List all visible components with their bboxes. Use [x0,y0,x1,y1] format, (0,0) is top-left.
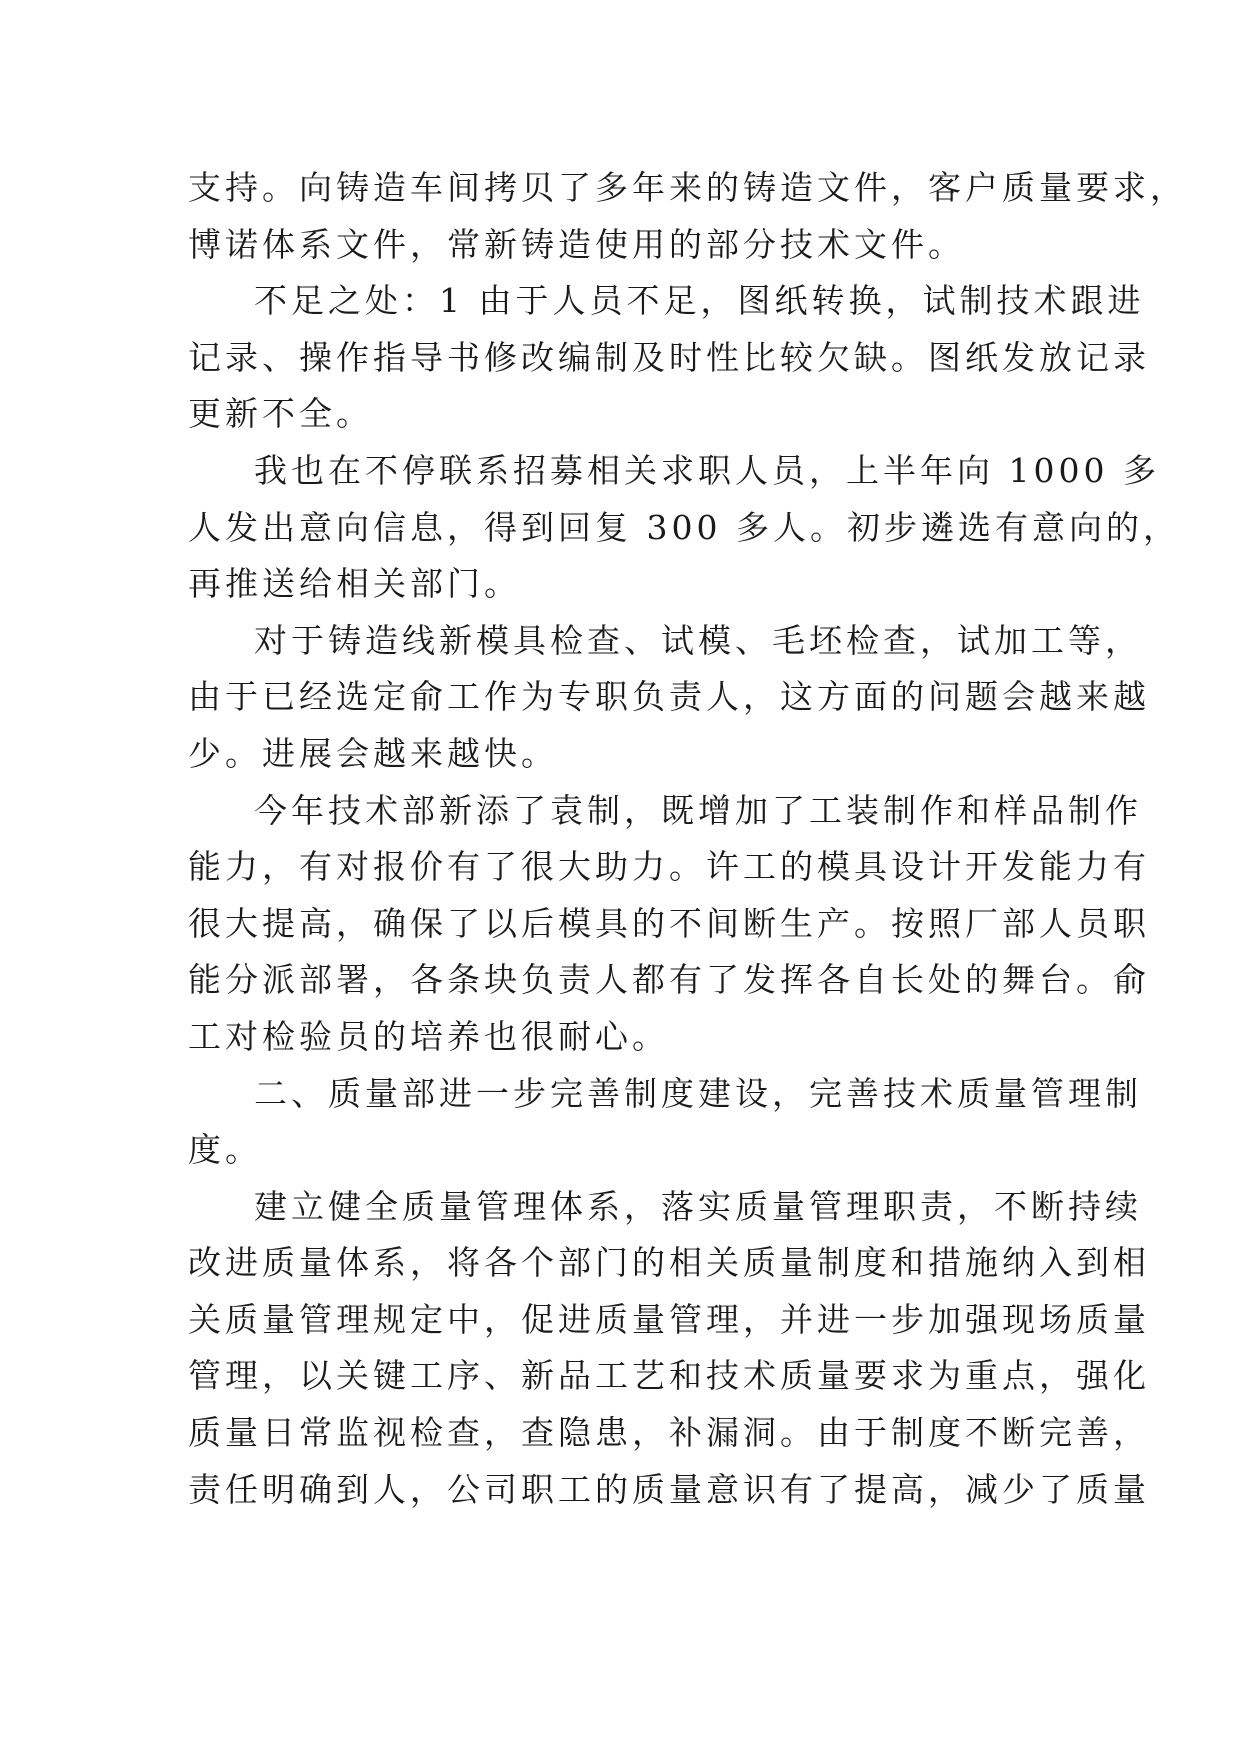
text-line: 改进质量体系，将各个部门的相关质量制度和措施纳入到相 [188,1243,1150,1283]
text-line: 能分派部署，各条块负责人都有了发挥各自长处的舞台。俞 [188,960,1150,1000]
text-line: 今年技术部新添了袁制，既增加了工装制作和样品制作 [254,790,1142,830]
text-line: 工对检验员的培养也很耐心。 [188,1016,669,1056]
text-line: 度。 [188,1130,262,1170]
document-body [188,160,1187,1518]
text-line: 二、质量部进一步完善制度建设，完善技术质量管理制 [254,1073,1142,1113]
text-line: 少。进展会越来越快。 [188,733,558,773]
paragraph-5 [188,783,1150,1066]
text-line: 再推送给相关部门。 [188,564,521,604]
paragraph-2 [188,273,1150,443]
text-line: 更新不全。 [188,394,373,434]
paragraph-6-section-heading [188,1066,1142,1179]
text-line: 能力，有对报价有了很大助力。许工的模具设计开发能力有 [188,847,1150,887]
text-line: 由于已经选定俞工作为专职负责人，这方面的问题会越来越 [188,677,1150,717]
text-line: 对于铸造线新模具检查、试模、毛坯检查，试加工等， [254,620,1142,660]
paragraph-1 [188,160,1187,273]
text-line: 质量日常监视检查，查隐患，补漏洞。由于制度不断完善， [188,1413,1150,1453]
text-line: 管理，以关键工序、新品工艺和技术质量要求为重点，强化 [188,1356,1150,1396]
text-line: 支持。向铸造车间拷贝了多年来的铸造文件，客户质量要求， [188,168,1187,207]
paragraph-4 [188,613,1150,783]
text-line: 很大提高，确保了以后模具的不间断生产。按照厂部人员职 [188,903,1150,943]
text-line: 记录、操作指导书修改编制及时性比较欠缺。图纸发放记录 [188,337,1150,377]
paragraph-7 [188,1179,1150,1519]
text-line: 我也在不停联系招募相关求职人员，上半年向 1000 多 [254,450,1160,490]
text-line: 建立健全质量管理体系，落实质量管理职责，不断持续 [254,1186,1142,1226]
text-line: 博诺体系文件，常新铸造使用的部分技术文件。 [188,224,965,264]
text-line: 不足之处：1 由于人员不足，图纸转换，试制技术跟进 [254,281,1145,321]
text-line: 关质量管理规定中，促进质量管理，并进一步加强现场质量 [188,1299,1150,1339]
paragraph-3 [188,443,1180,613]
text-line: 责任明确到人，公司职工的质量意识有了提高，减少了质量 [188,1469,1150,1509]
text-line: 人发出意向信息，得到回复 300 多人。初步遴选有意向的， [188,507,1180,547]
